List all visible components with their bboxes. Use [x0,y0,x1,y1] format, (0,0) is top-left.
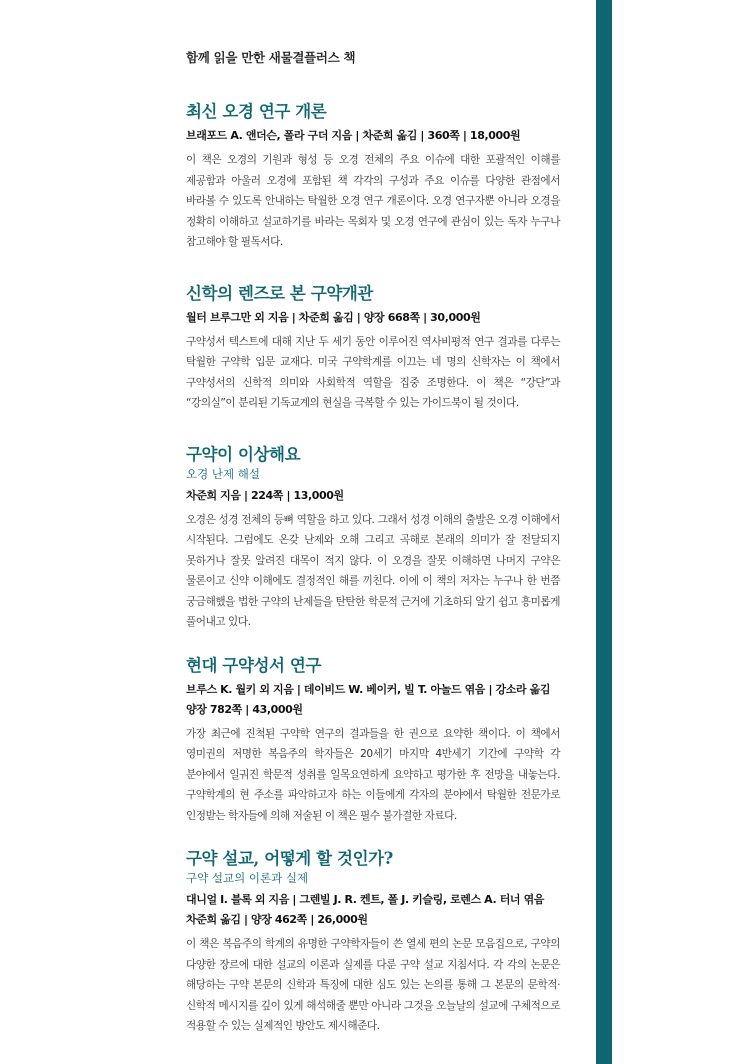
book-meta: 차준희 지음 | 224쪽 | 13,000원 [186,488,344,502]
book-entry [186,444,560,633]
book-list-page [186,48,560,1037]
book-title: 최신 오경 연구 개론 [186,102,327,121]
book-title: 구약이 이상해요 [186,444,301,464]
book-subtitle: 구약 설교의 이론과 실제 [186,871,309,885]
book-entry [186,101,560,253]
book-meta: 브루스 K. 월키 외 지음 | 데이비드 W. 베이커, 빌 T. 아놀드 엮음 | 강소라 옮김 [186,682,551,696]
page-heading: 함께 읽을 만한 새물결플러스 책 [186,50,356,65]
book-title: 구약 설교, 어떻게 할 것인가? [186,849,393,868]
book-entry [186,283,560,414]
book-meta: 대니얼 I. 블록 외 지음 | 그렌빌 J. R. 켄트, 폴 J. 키슬링, 로렌스 A. 터너 엮음 [186,893,545,906]
book-title: 신학의 렌즈로 본 구약개관 [186,283,373,303]
sidebar-accent-strip [596,0,612,1064]
book-meta-line2: 양장 782쪽 | 43,000원 [186,702,303,716]
book-entry [186,848,560,1037]
book-description: 오경은 성경 전체의 등뼈 역할을 하고 있다. 그래서 성경 이해의 출발은 오경 이해에서 시작된다. 그럼에도 온갖 난제와 오해 그리고 곡해로 본래의 의미가 잘 전달되지 못하거나 잘못 알려진 대목이 적지 않다. 이 오경을 잘못 이해하면 나머지 구약은 물론이고 신약 이해에도 결정적인 해를 끼친다. 이에 이 책의 저자는 누구나 한 번쯤 궁금해했을 법한 구약의 난제들을 탄탄한 학문적 근거에 기초하되 알기 쉽고 흥미롭게 풀어내고 있다. [186,513,560,628]
book-meta-line2: 차준희 옮김 | 양장 462쪽 | 26,000원 [186,913,368,926]
book-meta: 브래포드 A. 앤더슨, 폴라 구더 지음 | 차준희 옮김 | 360쪽 | 18,000원 [186,129,521,142]
book-subtitle: 오경 난제 해설 [186,466,260,481]
book-description: 이 책은 오경의 기원과 형성 등 오경 전체의 주요 이슈에 대한 포괄적인 이해를 제공함과 아울러 오경에 포함된 책 각각의 구성과 주요 이슈를 다양한 관점에서 바라볼 수 있도록 안내하는 탁월한 오경 연구 개론이다. 오경 연구자뿐 아니라 오경을 정확히 이해하고 설교하기를 바라는 목회자 및 오경 연구에 관심이 있는 독자 누구나 참고해야 할 필독서다. [186,154,560,248]
book-entry [186,655,560,827]
book-description: 가장 최근에 진척된 구약학 연구의 결과들을 한 권으로 요약한 책이다. 이 책에서 영미권의 저명한 복음주의 학자들은 20세기 마지막 4반세기 기간에 구약학 각 분야에서 일궈진 학문적 성취를 일목요연하게 요약하고 평가한 후 전망을 내놓는다. 구약학계의 현 주소를 파악하고자 하는 이들에게 각자의 분야에서 탁월한 전문가로 인정받는 학자들에 의해 저술된 이 책은 필수 불가결한 자료다. [186,727,560,822]
book-title: 현대 구약성서 연구 [186,655,322,675]
book-description: 구약성서 텍스트에 대해 지난 두 세기 동안 이루어진 역사비평적 연구 결과를 다루는 탁월한 구약학 입문 교재다. 미국 구약학계를 이끄는 네 명의 신학자는 이 책에서 구약성서의 신학적 의미와 사회학적 역할을 집중 조명한다. 이 책은 “강단”과 “강의실”이 분리된 기독교계의 현실을 극복할 수 있는 가이드북이 될 것이다. [186,335,560,409]
book-description: 이 책은 복음주의 학계의 유명한 구약학자들이 쓴 열세 편의 논문 모음집으로, 구약의 다양한 장르에 대한 설교의 이론과 실제를 다룬 구약 설교 지침서다. 각 각의 논문은 해당하는 구약 본문의 신학과 특징에 대한 심도 있는 논의를 통해 그 본문의 문학적·신학적 메시지를 깊이 있게 해석해줄 뿐만 아니라 그것을 오늘날의 설교에 구체적으로 적용할 수 있는 실제적인 방안도 제시해준다. [186,938,560,1032]
book-meta: 월터 브루그만 외 지음 | 차준희 옮김 | 양장 668쪽 | 30,000원 [186,310,481,324]
